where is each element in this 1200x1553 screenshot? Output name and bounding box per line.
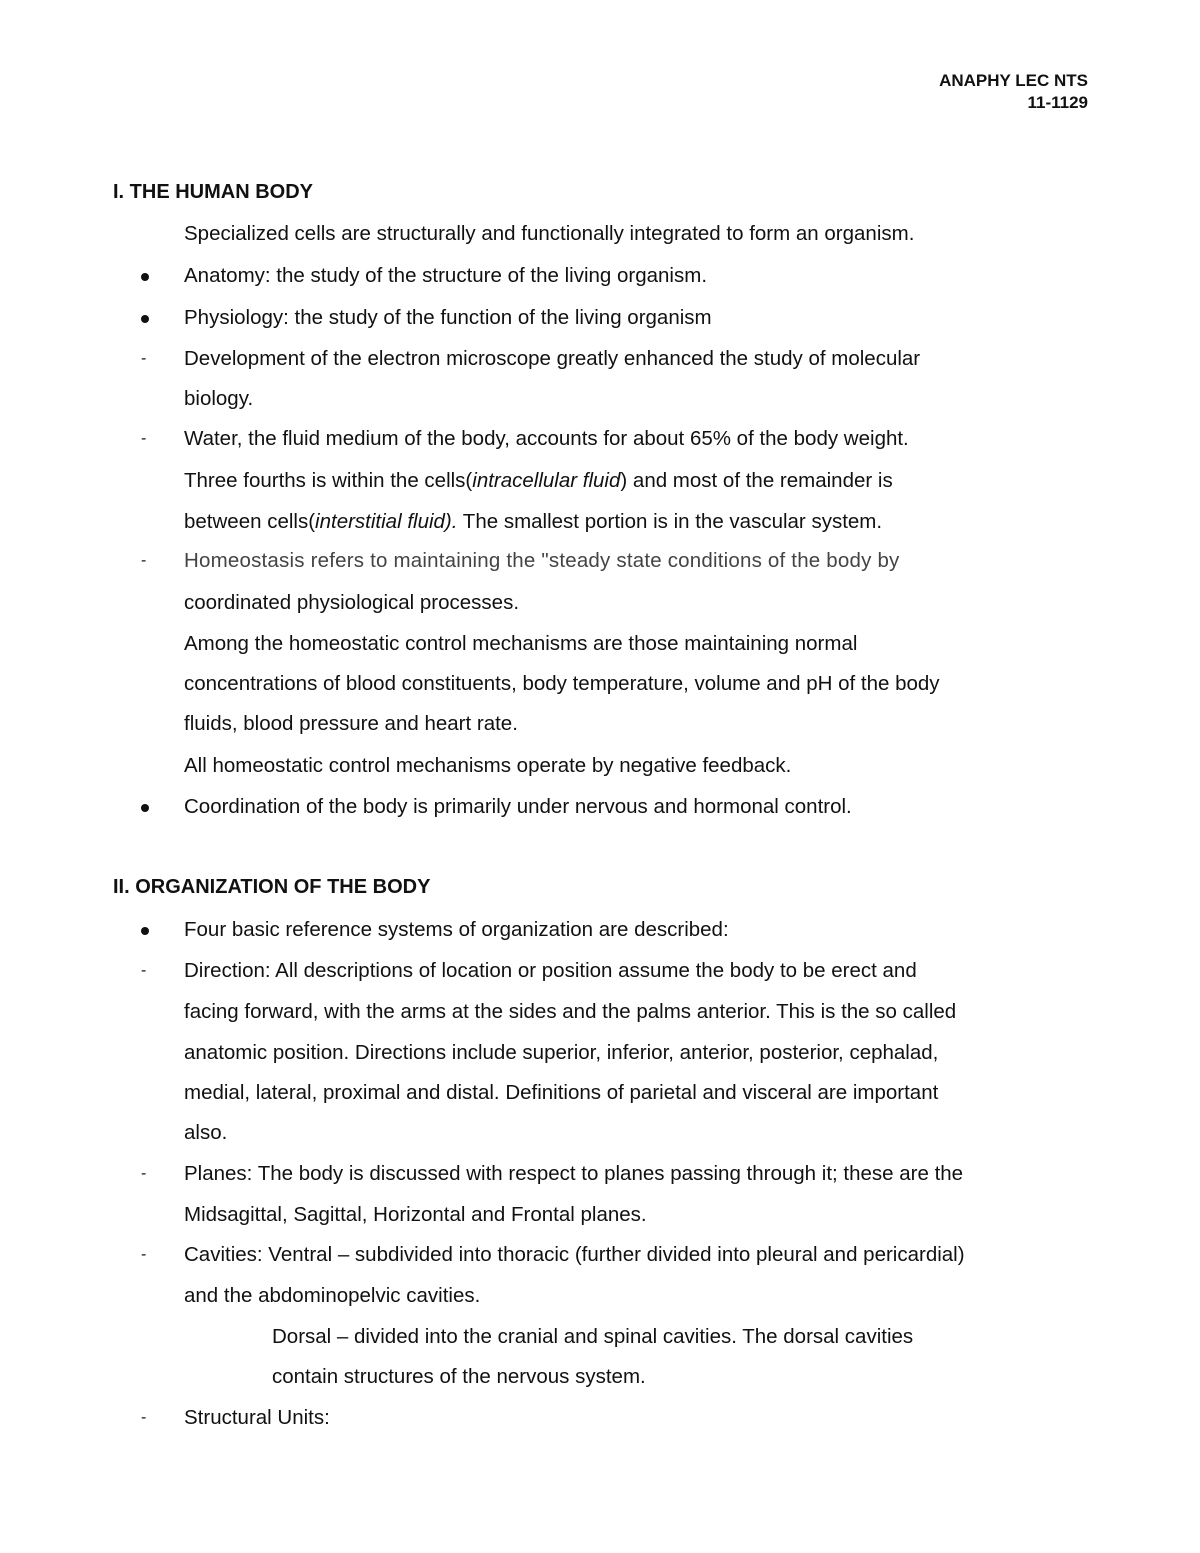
among-line2: concentrations of blood constituents, body temperature, volume and pH of the body [184, 672, 940, 695]
section-heading-organization: II. ORGANIZATION OF THE BODY [113, 876, 431, 898]
header-id: 11-1129 [1027, 93, 1088, 112]
intro-text: Specialized cells are structurally and functionally integrated to form an organism. [184, 222, 915, 245]
dorsal-line2: contain structures of the nervous system. [272, 1365, 646, 1388]
among-line3: fluids, blood pressure and heart rate. [184, 712, 518, 735]
dash-marker: - [141, 1246, 147, 1263]
all-homeostatic-text: All homeostatic control mechanisms operate by negative feedback. [184, 754, 792, 777]
physiology-item: Physiology: the study of the function of the living organism [184, 306, 712, 329]
water-item-line3: between cells(interstitial fluid). The smallest portion is in the vascular system. [184, 510, 883, 533]
development-item-line2: biology. [184, 387, 254, 410]
bullet-icon [141, 273, 149, 281]
dorsal-line1: Dorsal – divided into the cranial and spinal cavities. The dorsal cavities [272, 1325, 914, 1348]
direction-item-line3: anatomic position. Directions include superior, inferior, anterior, posterior, cephalad, [184, 1041, 939, 1064]
dash-marker: - [141, 552, 147, 569]
dash-marker: - [141, 1409, 147, 1426]
dash-marker: - [141, 1165, 147, 1182]
section-heading-human-body: I. THE HUMAN BODY [113, 181, 313, 203]
dash-marker: - [141, 430, 147, 447]
bullet-icon [141, 927, 149, 935]
planes-item-line1: Planes: The body is discussed with respect to planes passing through it; these are the [184, 1162, 964, 1185]
planes-item-line2: Midsagittal, Sagittal, Horizontal and Frontal planes. [184, 1203, 647, 1226]
water-item-line2: Three fourths is within the cells(intracellular fluid) and most of the remainder is [184, 469, 893, 492]
coordination-item: Coordination of the body is primarily under nervous and hormonal control. [184, 795, 852, 818]
development-item-line1: Development of the electron microscope greatly enhanced the study of molecular [184, 347, 921, 370]
dash-marker: - [141, 962, 147, 979]
direction-item-line4: medial, lateral, proximal and distal. Definitions of parietal and visceral are important [184, 1081, 939, 1104]
bullet-icon [141, 804, 149, 812]
cavities-item-line1: Cavities: Ventral – subdivided into thoracic (further divided into pleural and pericardial) [184, 1243, 965, 1266]
homeostasis-item-line1: Homeostasis refers to maintaining the "steady state conditions of the body by [184, 549, 900, 572]
dash-marker: - [141, 350, 147, 367]
document-header [939, 70, 1088, 114]
cavities-item-line2: and the abdominopelvic cavities. [184, 1284, 481, 1307]
four-basic-item: Four basic reference systems of organization are described: [184, 918, 729, 941]
anatomy-item: Anatomy: the study of the structure of the living organism. [184, 264, 708, 287]
water-item-line1: Water, the fluid medium of the body, accounts for about 65% of the body weight. [184, 427, 909, 450]
direction-item-line5: also. [184, 1121, 228, 1144]
structural-units-item: Structural Units: [184, 1406, 330, 1429]
direction-item-line1: Direction: All descriptions of location or position assume the body to be erect and [184, 959, 917, 982]
bullet-icon [141, 315, 149, 323]
direction-item-line2: facing forward, with the arms at the sides and the palms anterior. This is the so called [184, 1000, 957, 1023]
header-course-code: ANAPHY LEC NTS [939, 71, 1088, 90]
among-line1: Among the homeostatic control mechanisms are those maintaining normal [184, 632, 858, 655]
homeostasis-item-line2: coordinated physiological processes. [184, 591, 520, 614]
